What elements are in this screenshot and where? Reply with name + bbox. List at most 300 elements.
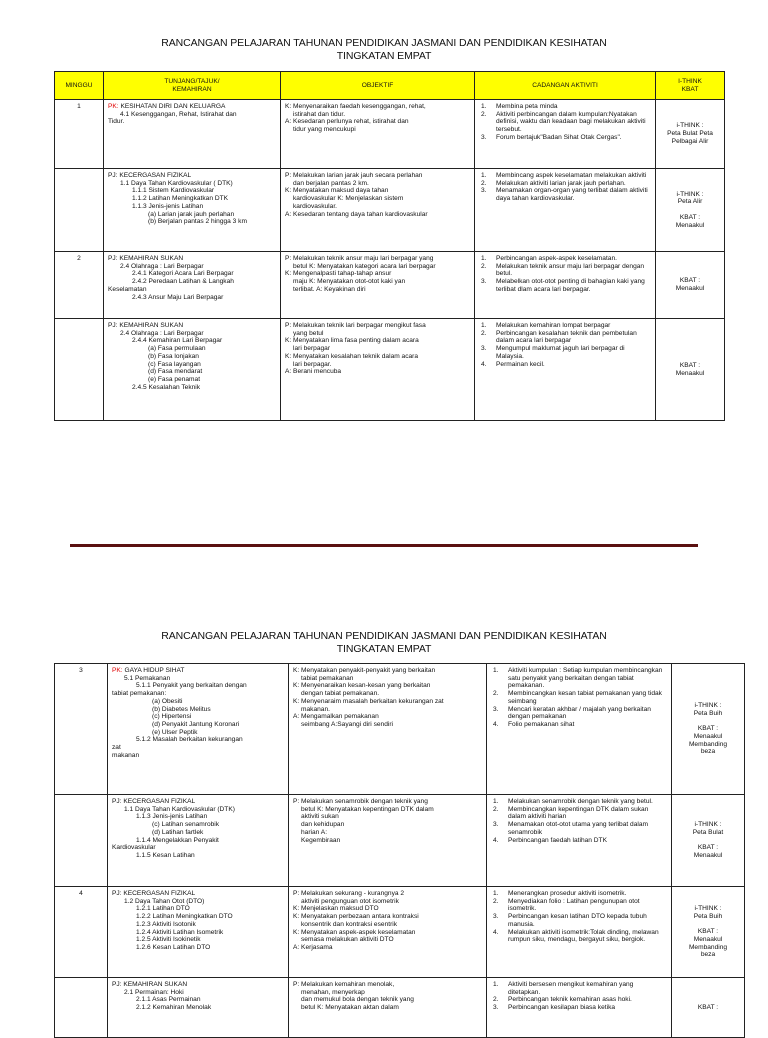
activity-number: 1.	[481, 255, 487, 262]
activity-cell	[487, 887, 672, 978]
kbat-line	[660, 206, 720, 214]
objective-line: A: Kerjasama	[293, 943, 333, 951]
activity-cell	[475, 169, 656, 252]
topic-line	[112, 806, 284, 814]
activity-number: 3.	[493, 1004, 499, 1012]
objective-line: semasa melakukan aktiviti DTO	[301, 936, 394, 944]
kbat-cell	[672, 664, 745, 795]
activity-list	[479, 255, 651, 294]
topic-text: 1.2.4 Aktiviti Latihan Isometrik	[136, 928, 224, 936]
topic-line	[108, 361, 276, 369]
activity-list	[479, 103, 651, 142]
topic-line	[112, 844, 284, 852]
topic-text: 5.1.2 Masalah berkaitan kekurangan	[136, 736, 243, 744]
topic-text: 1.2.5 Aktiviti Isokinetik	[136, 936, 201, 944]
topic-cell	[104, 100, 281, 169]
objective-line: lari berpagar	[293, 345, 331, 353]
topic-text: (b) Diabetes Melitus	[152, 705, 211, 713]
topic-text: (b) Fasa lonjakan	[148, 352, 199, 360]
topic-line	[112, 981, 284, 989]
objective-cell	[289, 795, 487, 887]
topic-cell	[108, 887, 289, 978]
week-number: 4	[79, 890, 83, 897]
topic-text: (c) Hipertensi	[152, 713, 192, 721]
topic-line	[112, 798, 284, 806]
kbat-line: Menaakul	[693, 732, 723, 740]
topic-line	[112, 721, 284, 729]
topic-line	[108, 180, 276, 188]
page-1	[0, 37, 768, 63]
topic-text: PJ: KEMAHIRAN SUKAN	[108, 322, 184, 329]
topic-line	[112, 706, 284, 714]
topic-line	[108, 286, 276, 294]
header-label: KBAT	[681, 85, 699, 93]
topic-line	[108, 384, 276, 392]
kbat-line: i-THINK :	[676, 190, 704, 198]
activity-number: 2.	[493, 805, 499, 813]
activity-list	[491, 798, 667, 844]
objective-line: K: Menyatakan perbezaan antara kontraksi	[293, 913, 419, 921]
topic-line	[112, 675, 284, 683]
topic-cell	[108, 664, 289, 795]
topic-line	[112, 890, 284, 898]
topic-text: 1.2.1 Latihan DTO	[136, 905, 190, 913]
activity-item	[491, 929, 667, 944]
objective-line: K: Menyatakan aspek-aspek keselamatan	[293, 928, 416, 936]
objective-line: betul K: Menyatakan kategori acara lari berpagar	[293, 262, 436, 270]
topic-text: 2.4.3 Ansur Maju Lari Berpagar	[132, 293, 224, 301]
topic-cell	[104, 252, 281, 319]
topic-line	[108, 345, 276, 353]
kbat-line: Peta Bulat Peta	[667, 130, 713, 138]
activity-list	[479, 322, 651, 368]
table-header-row	[55, 72, 725, 100]
objective-line: kardiovaskular K: Menjelaskan sistem	[293, 195, 404, 203]
topic-text: PJ: KECERGASAN FIZIKAL	[112, 890, 196, 897]
topic-text: 1.1.1 Sistem Kardiovaskular	[132, 187, 215, 195]
week-cell	[55, 100, 104, 169]
kbat-line: KBAT :	[697, 928, 719, 936]
activity-item	[479, 180, 651, 188]
activity-item	[479, 263, 651, 278]
week-cell	[55, 319, 104, 421]
activity-cell	[487, 795, 672, 887]
topic-text: 2.4.1 Kategori Acara Lari Berpagar	[132, 270, 234, 278]
activity-number: 1.	[493, 890, 499, 897]
activity-item	[491, 806, 667, 821]
activity-text: Perbincangan kesalahan teknik dan pembetulan dalam acara lari berpagar	[496, 329, 637, 345]
topic-text: 1.2 Daya Tahan Otot (DTO)	[124, 897, 205, 905]
activity-number: 2.	[481, 262, 487, 270]
activity-number: 2.	[493, 690, 499, 698]
topic-line	[108, 103, 276, 111]
topic-line	[112, 829, 284, 837]
activity-number: 1.	[493, 798, 499, 805]
activity-text: Permainan kecil.	[496, 360, 545, 368]
activity-item	[491, 721, 667, 729]
topic-text: PJ: KECERGASAN FIZIKAL	[108, 172, 192, 179]
topic-line	[108, 337, 276, 345]
header-kbat	[656, 72, 725, 100]
week-number: 2	[77, 255, 81, 262]
objective-line: istirahat dan tidur.	[293, 110, 346, 118]
topic-line	[108, 368, 276, 376]
topic-text: (e) Ulser Peptik	[152, 728, 198, 736]
topic-line	[108, 187, 276, 195]
topic-text: 5.1 Pemakanan	[124, 674, 171, 682]
objective-line: yang betul	[293, 329, 324, 337]
topic-text: makanan	[112, 751, 140, 759]
topic-text: 1.1.2 Latihan Meningkatkan DTK	[132, 195, 229, 203]
objective-line: dengan tabiat pemakanan.	[301, 690, 380, 698]
activity-cell	[487, 978, 672, 1038]
table-row	[55, 252, 725, 319]
page-divider	[70, 544, 698, 547]
objective-line: A: Berani mencuba	[285, 368, 342, 376]
activity-list	[491, 667, 667, 729]
objective-line: seimbang A:Sayangi diri sendiri	[301, 720, 393, 728]
activity-item	[479, 103, 651, 111]
week-cell	[55, 795, 108, 887]
activity-number: 4.	[493, 928, 499, 936]
objective-line: kardiovaskular.	[293, 202, 337, 210]
header-objektif	[281, 72, 475, 100]
kbat-line: i-THINK :	[694, 905, 722, 913]
activity-text: Melakukan senamrobik dengan teknik yang betul.	[508, 798, 653, 805]
activity-list	[491, 981, 667, 1012]
objective-line: P: Melakukan senamrobik dengan teknik yang	[293, 798, 428, 805]
objective-line: tabiat pemakanan	[301, 674, 354, 682]
kbat-line: beza	[700, 951, 716, 959]
kbat-line: Peta Bulat	[692, 828, 724, 836]
kbat-line	[676, 920, 740, 928]
activity-number: 1.	[481, 172, 487, 179]
activity-number: 3.	[481, 133, 487, 141]
topic-text: (d) Penyakit Jantung Koronari	[152, 720, 240, 728]
week-cell	[55, 252, 104, 319]
activity-item	[491, 667, 667, 690]
objective-line: K: Menyatakan lima fasa penting dalam acara	[285, 337, 419, 345]
activity-text: Aktiviti bersesen mengikut kemahiran yang ditetapkan.	[508, 981, 634, 996]
topic-line	[112, 690, 284, 698]
activity-item	[479, 187, 651, 202]
topic-line	[108, 376, 276, 384]
activity-number: 4.	[481, 360, 487, 368]
topic-text: 2.4 Olahraga : Lari Berpagar	[120, 329, 204, 337]
objective-line: K: Menyenaraikan kesan-kesan yang berkaitan	[293, 682, 431, 690]
topic-text: (d) Latihan fartlek	[152, 828, 204, 836]
activity-text: Menamakan organ-organ yang terlibat dalam aktiviti daya tahan kardiovaskular.	[496, 187, 648, 203]
topic-text: Keselamatan	[108, 285, 147, 293]
topic-line	[112, 929, 284, 937]
objective-line: betul K: Menyatakan aktan dalam	[301, 1004, 399, 1012]
kbat-line: Pelbagai Alir	[671, 137, 709, 145]
header-label: TUNJANG/TAJUK/	[164, 77, 220, 85]
table-row	[55, 664, 745, 795]
activity-text: Menerangkan prosedur aktiviti isometrik.	[508, 890, 627, 897]
lesson-plan-table-2	[54, 663, 745, 1038]
topic-text: Tidur.	[108, 118, 125, 126]
kbat-cell	[656, 169, 725, 252]
kbat-line: KBAT :	[679, 361, 701, 369]
activity-cell	[475, 319, 656, 421]
objective-line: A: Mengamalkan pemakanan	[293, 713, 379, 721]
activity-number: 1.	[481, 103, 487, 110]
header-label: OBJEKTIF	[361, 81, 394, 89]
topic-text: 2.4.2 Peredaan Latihan & Langkah	[132, 278, 234, 286]
objective-line: P: Melakukan teknik lari berpagar mengikut fasa	[285, 322, 426, 329]
objective-line: K: Mengenalpasti tahap-tahap ansur	[285, 270, 392, 278]
topic-line	[108, 270, 276, 278]
topic-cell	[104, 169, 281, 252]
topic-text: 1.2.2 Latihan Meningkatkan DTO	[136, 913, 233, 921]
objective-line: K: Menyenaraikan faedah kesenggangan, rehat,	[285, 103, 426, 110]
activity-item	[491, 981, 667, 996]
kbat-line: Menaakul	[693, 935, 723, 943]
table-row	[55, 978, 745, 1038]
objective-line: dan kehidupan	[301, 821, 345, 829]
activity-item	[479, 111, 651, 134]
kbat-line: i-THINK :	[694, 821, 722, 829]
activity-number: 2.	[493, 897, 499, 905]
topic-text: 1.1 Daya Tahan Kardiovaskular ( DTK)	[120, 179, 233, 187]
activity-text: Membincangkan kepentingan DTK dalam sukan dalam aktiviti harian	[508, 805, 649, 821]
objective-line: dan berjalan pantas 2 km.	[293, 179, 369, 187]
activity-number: 3.	[493, 821, 499, 829]
topic-text: 1.2.3 Aktiviti Isotonik	[136, 920, 196, 928]
activity-text: Menamakan otot-otot utama yang terlibat dalam senamrobik	[508, 821, 649, 836]
activity-number: 2.	[493, 996, 499, 1004]
kbat-line: KBAT :	[679, 277, 701, 285]
activity-number: 3.	[481, 187, 487, 195]
kbat-line: KBAT :	[679, 213, 701, 221]
activity-item	[479, 322, 651, 330]
activity-text: Membincang aspek keselamatan melakukan aktiviti	[496, 172, 647, 179]
topic-line	[112, 813, 284, 821]
activity-cell	[487, 664, 672, 795]
table-row	[55, 887, 745, 978]
kbat-line: i-THINK :	[694, 702, 722, 710]
activity-text: Melakukan aktiviti larian jarak jauh perlahan.	[496, 179, 626, 187]
week-number: 3	[79, 667, 83, 674]
topic-line	[112, 698, 284, 706]
activity-number: 2.	[481, 179, 487, 187]
topic-line	[112, 1004, 284, 1012]
activity-item	[491, 996, 667, 1004]
objective-line: konsentrik dan kontraksi esentrik	[301, 920, 398, 928]
document-subtitle: TINGKATAN EMPAT	[336, 643, 432, 655]
topic-text: 1.1 Daya Tahan Kardiovaskular (DTK)	[124, 805, 235, 813]
topic-line	[112, 944, 284, 952]
topic-text: 4.1 Kesenggangan, Rehat, Istirahat dan	[120, 110, 237, 118]
topic-line	[112, 936, 284, 944]
topic-line	[108, 111, 276, 119]
topic-line	[108, 263, 276, 271]
topic-line	[112, 736, 284, 744]
activity-number: 1.	[481, 322, 487, 329]
week-cell	[55, 978, 108, 1038]
topic-line	[108, 322, 276, 330]
activity-number: 3.	[493, 705, 499, 713]
topic-line	[112, 713, 284, 721]
topic-text: 1.1.3 Jenis-jenis Latihan	[136, 813, 208, 821]
activity-cell	[475, 100, 656, 169]
topic-text: 1.1.5 Kesan Latihan	[136, 851, 195, 859]
topic-text: KESIHATAN DIRI DAN KELUARGA	[120, 103, 226, 110]
topic-line	[108, 330, 276, 338]
activity-text: Aktiviti perbincangan dalam kumpulan:Nyatakan definisi, waktu dan keadaan bagi melakukan aktiviti tersebut.	[496, 110, 646, 134]
objective-line: tidur yang mencukupi	[293, 126, 356, 134]
page-2	[0, 630, 768, 656]
activity-text: Folio pemakanan sihat	[508, 720, 575, 728]
kbat-line: Peta Buih	[693, 709, 723, 717]
table-row	[55, 100, 725, 169]
topic-line	[112, 996, 284, 1004]
activity-number: 3.	[481, 345, 487, 353]
activity-number: 3.	[493, 913, 499, 921]
activity-number: 1.	[493, 667, 499, 674]
objective-line: Kegembiraan	[301, 836, 341, 844]
table-row	[55, 319, 725, 421]
topic-text: 2.4.5 Kesalahan Teknik	[132, 383, 201, 391]
activity-number: 4.	[493, 720, 499, 728]
activity-text: Perbincangan kesilapan biasa ketika	[508, 1004, 616, 1012]
objective-cell	[289, 887, 487, 978]
objective-cell	[281, 100, 475, 169]
activity-text: Perbincangan faedah latihan DTK	[508, 836, 607, 844]
topic-line	[112, 752, 284, 760]
topic-text: (c) Fasa layangan	[148, 360, 201, 368]
activity-item	[479, 255, 651, 263]
activity-text: Melabelkan otot-otot penting di bahagian kaki yang terlibat dlam acara lari berpagar.	[496, 278, 645, 293]
kbat-line: i-THINK :	[676, 122, 704, 130]
objective-cell	[281, 252, 475, 319]
objective-line: terlibat. A: Keyakinan diri	[293, 285, 366, 293]
objective-line: aktiviti pengunguan otot isometrik	[301, 897, 399, 905]
kbat-line	[676, 837, 740, 845]
topic-text: (d) Fasa mendarat	[148, 368, 203, 376]
objective-line: P: Melakukan kemahiran menolak,	[293, 981, 395, 988]
kbat-line: Peta Buih	[693, 912, 723, 920]
activity-text: Melakukan aktiviti isometrik:Tolak dinding, melawan rumpun siku, mendagu, bergayut siku, bergiok.	[508, 928, 659, 944]
kbat-line: Membanding	[688, 740, 728, 748]
topic-text: 1.2.6 Kesan Latihan DTO	[136, 943, 211, 951]
kbat-line: KBAT :	[697, 844, 719, 852]
topic-line	[112, 682, 284, 690]
objective-cell	[289, 978, 487, 1038]
activity-item	[479, 172, 651, 180]
week-cell	[55, 169, 104, 252]
activity-item	[479, 345, 651, 360]
header-label: MINGGU	[65, 81, 93, 89]
topic-text: 1.1.3 Jenis-jenis Latihan	[132, 202, 204, 210]
activity-text: Mengumpul maklumat jaguh lari berpagar di Malaysia.	[496, 345, 625, 360]
header-label: KEMAHIRAN	[172, 85, 212, 93]
header-minggu	[55, 72, 104, 100]
activity-item	[491, 706, 667, 721]
topic-line	[108, 195, 276, 203]
kbat-line: Menaakul	[693, 852, 723, 860]
header-aktiviti	[475, 72, 656, 100]
topic-cell	[108, 978, 289, 1038]
topic-text: 1.1.4 Mengelakkan Penyakit	[136, 836, 219, 844]
kbat-cell	[656, 100, 725, 169]
kbat-line: Menaakul	[675, 285, 705, 292]
week-number: 1	[77, 103, 81, 110]
table-row	[55, 169, 725, 252]
activity-number: 2.	[481, 110, 487, 118]
activity-item	[479, 361, 651, 369]
kbat-line: KBAT :	[697, 725, 719, 733]
kbat-line: Membanding	[688, 943, 728, 951]
activity-text: Menyediakan folio : Latihan pengunupan otot isometrik.	[508, 897, 640, 913]
topic-line	[108, 203, 276, 211]
topic-text: GAYA HIDUP SIHAT	[124, 667, 185, 674]
document-title: RANCANGAN PELAJARAN TAHUNAN PENDIDIKAN JASMANI DAN PENDIDIKAN KESIHATAN	[161, 37, 607, 49]
kbat-line: KBAT :	[697, 1003, 719, 1011]
kbat-line	[676, 717, 740, 725]
objective-line: dan memukul bola dengan teknik yang	[301, 996, 414, 1004]
activity-item	[479, 330, 651, 345]
objective-line: K: Menjelaskan maksud DTO	[293, 905, 379, 913]
activity-text: Membincangkan kesan tabiat pemakanan yang tidak seimbang	[508, 690, 662, 705]
activity-item	[491, 913, 667, 928]
objective-line: K: Menyatakan penyakit-penyakit yang berkaitan	[293, 667, 436, 674]
objective-line: P: Melakukan sekurang - kurangnya 2	[293, 890, 405, 897]
objective-line: P: Melakukan teknik ansur maju lari berpagar yang	[285, 255, 434, 262]
activity-text: Perbincangan teknik kemahiran asas hoki.	[508, 996, 632, 1004]
topic-text: PJ: KEMAHIRAN SUKAN	[112, 981, 188, 988]
topic-line	[108, 118, 276, 126]
objective-line: K: Menyatakan kesalahan teknik dalam acara	[285, 352, 419, 360]
document-title: RANCANGAN PELAJARAN TAHUNAN PENDIDIKAN JASMANI DAN PENDIDIKAN KESIHATAN	[161, 630, 607, 642]
topic-text: 2.1.2 Kemahiran Menolak	[136, 1004, 212, 1012]
objective-line: betul K: Menyatakan kepentingan DTK dalam	[301, 805, 434, 813]
activity-text: Perbincangan kesan latihan DTO kepada tubuh manusia.	[508, 913, 647, 928]
objective-line: maju K: Menyatakan otot-otot kaki yan	[293, 278, 406, 286]
topic-text: (c) Latihan senamrobik	[152, 821, 220, 829]
topic-line	[108, 218, 276, 226]
topic-text: PJ: KECERGASAN FIZIKAL	[112, 798, 196, 805]
activity-list	[479, 172, 651, 203]
kbat-cell	[672, 887, 745, 978]
topic-line	[108, 172, 276, 180]
document-subtitle: TINGKATAN EMPAT	[336, 50, 432, 62]
topic-text: PJ: KEMAHIRAN SUKAN	[108, 255, 184, 262]
activity-number: 3.	[481, 278, 487, 286]
topic-text: 2.1.1 Asas Permainan	[136, 996, 201, 1004]
topic-cell	[104, 319, 281, 421]
kbat-line: beza	[700, 748, 716, 756]
activity-item	[491, 798, 667, 806]
activity-number: 4.	[493, 836, 499, 844]
objective-line: K: Menyatakan maksud daya tahan	[285, 187, 389, 195]
activity-item	[479, 134, 651, 142]
activity-item	[491, 890, 667, 898]
kbat-cell	[656, 252, 725, 319]
topic-line	[108, 255, 276, 263]
activity-list	[491, 890, 667, 944]
topic-text: 5.1.1 Penyakit yang berkaitan dengan	[136, 682, 247, 690]
kbat-cell	[672, 795, 745, 887]
objective-line: P: Melakukan larian jarak jauh secara perlahan	[285, 172, 423, 179]
topic-text: 2.4 Olahraga : Lari Berpagar	[120, 262, 204, 270]
activity-number: 2.	[481, 329, 487, 337]
topic-text: (b) Berjalan pantas 2 hingga 3 km	[148, 218, 247, 226]
kbat-line: Peta Alir	[677, 198, 703, 206]
table-body	[55, 664, 745, 1038]
objective-line: K: Menyenaraim masalah berkaitan kekurangan zat	[293, 697, 444, 705]
